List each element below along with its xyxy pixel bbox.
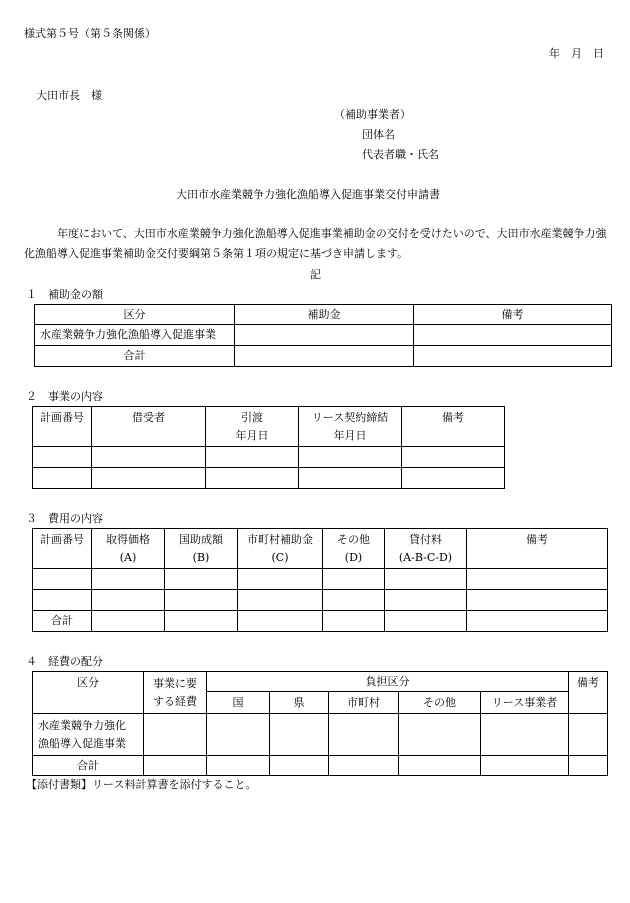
- s4-header-remarks: 備考: [569, 672, 608, 714]
- s3-muni-line1: 市町村補助金: [247, 532, 313, 546]
- applicant-rep: 代表者職・氏名: [362, 148, 439, 161]
- s3-header-fee: [385, 529, 467, 569]
- table-row: [33, 611, 608, 632]
- s3-other-line2: (D): [344, 550, 363, 564]
- s2-header-remarks: 備考: [402, 407, 505, 447]
- applicant-org: 団体名: [362, 128, 395, 141]
- s4-col-other: その他: [399, 692, 481, 714]
- s4-col-municipality: 市町村: [329, 692, 399, 714]
- s3-row-total: 合計: [33, 611, 92, 632]
- s2-delivery-line2: 年月日: [235, 428, 269, 442]
- s1-row-total: 合計: [35, 346, 235, 367]
- s4-row-project-line1: 水産業競争力強化: [38, 718, 126, 732]
- s4-row-project: [33, 714, 144, 756]
- s3-header-other: [323, 529, 385, 569]
- s2-delivery-line1: 引渡: [241, 410, 263, 424]
- applicant-heading: （補助事業者）: [334, 108, 411, 121]
- ki-label: 記: [310, 268, 321, 281]
- s1-total-subsidy: [235, 346, 414, 367]
- s3-price-line2: (A): [119, 550, 137, 564]
- s2-header-plan: 計画番号: [33, 407, 92, 447]
- s3-muni-line2: (C): [271, 550, 289, 564]
- date-line: 年 月 日: [549, 47, 604, 60]
- s4-header-category: 区分: [33, 672, 144, 714]
- s1-cell-subsidy: [235, 325, 414, 346]
- s2-header-lease: [299, 407, 402, 447]
- s3-fee-line1: 貸付料: [409, 532, 442, 546]
- s1-header-subsidy: 補助金: [235, 305, 414, 325]
- s3-other-line1: その他: [337, 532, 370, 546]
- s1-total-remarks: [414, 346, 612, 367]
- table-row: [33, 569, 608, 590]
- s2-header-borrower: 借受者: [92, 407, 206, 447]
- s4-header-burden: 負担区分: [207, 672, 569, 692]
- s4-header-cost: [144, 672, 207, 714]
- project-content-table: [32, 406, 505, 489]
- s3-price-line1: 取得価格: [106, 532, 150, 546]
- s4-cost-line2: する経費: [153, 694, 197, 708]
- s1-header-remarks: 備考: [414, 305, 612, 325]
- cost-allocation-table: [32, 671, 608, 776]
- s1-row-project: 水産業競争力強化漁船導入促進事業: [35, 325, 235, 346]
- attachment-note: 【添付書類】リース料計算書を添付すること。: [26, 778, 257, 791]
- s2-lease-line1: リース契約締結: [311, 410, 389, 424]
- s3-national-line1: 国助成額: [179, 532, 223, 546]
- cost-content-table: [32, 528, 608, 632]
- table-row: [33, 590, 608, 611]
- s4-cost-line1: 事業に要: [153, 676, 197, 690]
- s4-col-prefecture: 県: [270, 692, 329, 714]
- s3-header-plan: 計画番号: [33, 529, 92, 569]
- document-title: 大田市水産業競争力強化漁船導入促進事業交付申請書: [176, 188, 440, 201]
- s3-header-remarks: 備考: [467, 529, 608, 569]
- s3-header-national: [165, 529, 238, 569]
- s3-fee-line2: (A-B-C-D): [398, 550, 453, 564]
- form-number: 様式第５号（第５条関係）: [24, 27, 156, 40]
- s3-header-muni: [238, 529, 323, 569]
- s3-national-line2: (B): [192, 550, 210, 564]
- section3-heading: ３ 費用の内容: [26, 512, 103, 525]
- s1-header-category: 区分: [35, 305, 235, 325]
- s4-row-project-line2: 漁船導入促進事業: [38, 736, 126, 750]
- s2-header-delivery: [206, 407, 299, 447]
- s4-col-national: 国: [207, 692, 270, 714]
- section2-heading: ２ 事業の内容: [26, 390, 103, 403]
- s4-row-total: 合計: [33, 756, 144, 776]
- s2-lease-line2: 年月日: [333, 428, 367, 442]
- table-row: [33, 447, 505, 468]
- s4-col-lessor: リース事業者: [481, 692, 569, 714]
- table-row: [33, 468, 505, 489]
- s1-cell-remarks: [414, 325, 612, 346]
- s3-header-price: [92, 529, 165, 569]
- section1-heading: １ 補助金の額: [26, 288, 103, 301]
- addressee: 大田市長 様: [36, 89, 102, 102]
- subsidy-amount-table: [34, 304, 612, 367]
- section4-heading: ４ 経費の配分: [26, 655, 103, 668]
- body-text: 年度において、大田市水産業競争力強化漁船導入促進事業補助金の交付を受けたいので、大田市水産業競争力強化漁船導入促進事業補助金交付要綱第５条第１項の規定に基づき申請します。: [24, 227, 607, 260]
